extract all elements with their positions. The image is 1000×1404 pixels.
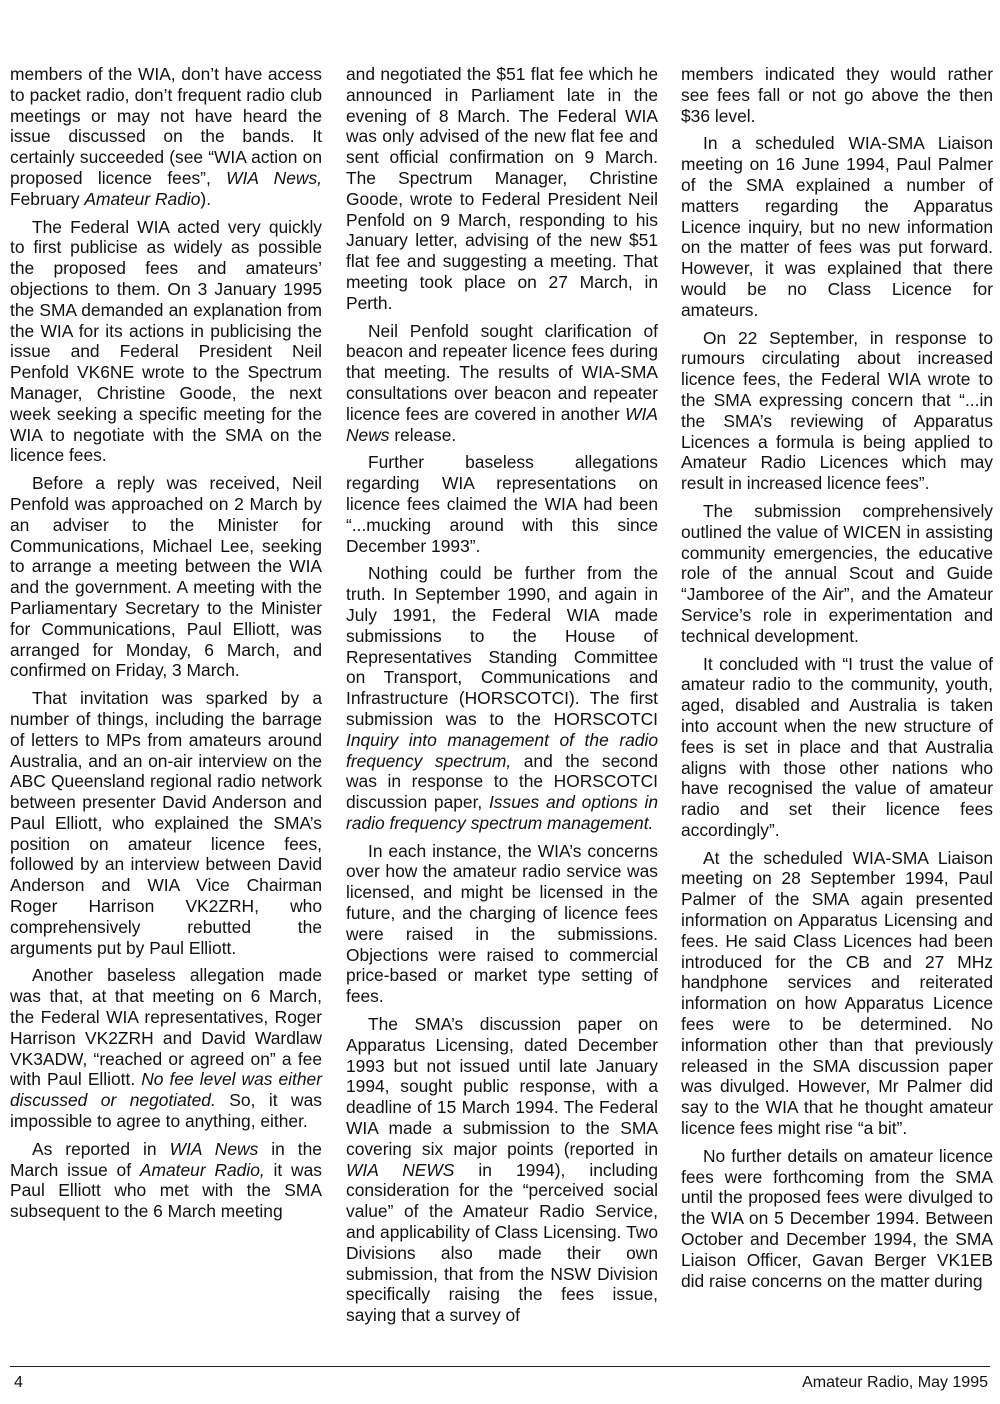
italic-text: Amateur Radio, (139, 1159, 265, 1180)
text-run: members indicated they would rather see fees fall or not go above the then $36 level. (681, 64, 993, 126)
paragraph (346, 1014, 658, 1326)
paragraph (10, 473, 322, 681)
italic-text: WIA News (346, 403, 658, 445)
paragraph (346, 841, 658, 1007)
text-run: it was Paul Elliott who met with the SMA subsequent to the 6 March meeting (10, 1159, 322, 1222)
text-run: and negotiated the $51 flat fee which he announced in Parliament late in the evening of 8 March. The Federal WIA was only advised of the new flat fee and sent official confirmation on 9 March. The Spectrum Manager, Christine Goode, wrote to Federal President Neil Penfold on 9 March, responding to his January letter, advising of the new $51 flat fee and suggesting a meeting. That meeting took place on 27 March, in Perth. (346, 64, 658, 313)
text-run: in 1994), including consideration for the “perceived social value” of the Amateur Radio Service, and applicability of Class Licensing. Two Divisions also made their own submission, that from the NSW Division specifically raising the fees issue, saying that a survey of (346, 1159, 658, 1326)
text-run: On 22 September, in response to rumours circulating about increased licence fees, the Federal WIA wrote to the SMA expressing concern that “...in the SMA’s reviewing of Apparatus Licences a formula is being applied to Amateur Radio Licences which may result in increased licence fees”. (681, 327, 993, 494)
paragraph (346, 321, 658, 446)
paragraph (10, 688, 322, 958)
italic-text: WIA News, (226, 167, 322, 188)
italic-text: Amateur Radio (84, 188, 201, 209)
text-run: It concluded with “I trust the value of amateur radio to the community, youth, aged, disabled and Australia is taken into account when the new structure of fees is set in place and that Australia aligns with those other nations who have recognised the value of amateur radio and set their licence fees accordingly”. (681, 653, 993, 840)
text-run: ). (200, 188, 212, 209)
paragraph (681, 133, 993, 320)
paragraph (681, 1146, 993, 1292)
text-run: The SMA’s discussion paper on Apparatus Licensing, dated December 1993 but not issued until late January 1994, sought public response, with a deadline of 15 March 1994. The Federal WIA made a submission to the SMA covering six major points (reported in (346, 1014, 658, 1159)
text-run: Further baseless allegations regarding WIA representations on licence fees claimed the WIA had been “...mucking around with this since December 1993”. (346, 452, 658, 556)
text-run: Nothing could be further from the truth. In September 1990, and again in July 1991, the Federal WIA made submissions to the House of Representatives Standing Committee on Transport, Communications and Infrastructure (HORSCOTCI). The first submission was to the HORSCOTCI (346, 563, 658, 729)
paragraph (681, 64, 993, 126)
text-run: At the scheduled WIA-SMA Liaison meeting on 28 September 1994, Paul Palmer of the SMA again presented information on Apparatus Licensing and fees. He said Class Licences had been introduced for the CB and 27 MHz handphone services and reiterated information on how Apparatus Licence fees were to be determined. No information other than that previously released in the SMA discussion paper was divulged. However, Mr Palmer did say to the WIA that he thought amateur licence fees might rise “a bit”. (681, 847, 993, 1139)
text-run: release. (389, 424, 457, 445)
text-run: Neil Penfold sought clarification of beacon and repeater licence fees during that meeting. The results of WIA-SMA consultations over beacon and repeater licence fees are covered in another (346, 320, 658, 424)
paragraph (681, 654, 993, 841)
text-run: So, it was impossible to agree to anything, either. (10, 1090, 322, 1132)
italic-text: Inquiry into management of the radio frequency spectrum, (346, 729, 658, 771)
paragraph (681, 848, 993, 1139)
italic-text: WIA NEWS (346, 1159, 455, 1180)
paragraph (346, 563, 658, 833)
text-column-1 (10, 64, 322, 1229)
page-number: 4 (14, 1374, 23, 1391)
text-run: In a scheduled WIA-SMA Liaison meeting on 16 June 1994, Paul Palmer of the SMA explained a number of matters regarding the Apparatus Licence inquiry, but no new information on the matter of fees was put forward. However, it was explained that there would be no Class Licence for amateurs. (681, 133, 993, 320)
text-run: The Federal WIA acted very quickly to first publicise as widely as possible the proposed fees and amateurs’ objections to them. On 3 January 1995 the SMA demanded an explanation from the WIA for its actions in publicising the issue and Federal President Neil Penfold VK6NE wrote to the Spectrum Manager, Christine Goode, the next week seeking a specific meeting for the WIA to negotiate with the SMA on the licence fees. (10, 216, 322, 466)
paragraph (10, 217, 322, 467)
text-column-3 (681, 64, 993, 1298)
italic-text: No fee level was either discussed or negotiated. (10, 1069, 322, 1111)
text-run: Another baseless allegation made was that, at that meeting on 6 March, the Federal WIA representatives, Roger Harrison VK2ZRH and David Wardlaw VK3ADW, “reached or agreed on” a fee with Paul Elliott. (10, 965, 322, 1090)
paragraph (10, 64, 322, 210)
text-run: and the second was in response to the HORSCOTCI discussion paper, (346, 750, 659, 813)
text-run: As reported in (32, 1138, 170, 1159)
paragraph (10, 1139, 322, 1222)
text-run: The submission comprehensively outlined the value of WICEN in assisting community emergencies, the educative role of the annual Scout and Guide “Jamboree of the Air”, and the Amateur Service’s role in experimentation and technical development. (681, 500, 993, 646)
paragraph (10, 965, 322, 1131)
italic-text: WIA News (169, 1138, 259, 1159)
publication-footer: Amateur Radio, May 1995 (802, 1374, 988, 1391)
text-run: members of the WIA, don’t have access to packet radio, don’t frequent radio club meetings or may not have heard the issue discussed on the bands. It certainly succeeded (see “WIA action on proposed licence fees”, (10, 64, 322, 188)
footer-rule (10, 1366, 990, 1367)
paragraph (681, 328, 993, 494)
italic-text: Issues and options in radio frequency spectrum management. (346, 792, 658, 833)
paragraph (681, 501, 993, 647)
paragraph (346, 64, 658, 314)
text-run: That invitation was sparked by a number of things, including the barrage of letters to MPs from amateurs around Australia, and an on-air interview on the ABC Queensland regional radio network between presenter David Anderson and Paul Elliott, who explained the SMA’s position on amateur licence fees, followed by an interview between David Anderson and WIA Vice Chairman Roger Harrison VK2ZRH, who comprehensively rebutted the arguments put by Paul Elliott. (10, 688, 322, 958)
text-run: February (10, 188, 85, 209)
text-run: No further details on amateur licence fees were forthcoming from the SMA until the proposed fees were divulged to the WIA on 5 December 1994. Between October and December 1994, the SMA Liaison Officer, Gavan Berger VK1EB did raise concerns on the matter during (681, 1145, 993, 1291)
text-column-2 (346, 64, 658, 1333)
text-run: Before a reply was received, Neil Penfold was approached on 2 March by an adviser to the Minister for Communications, Michael Lee, seeking to arrange a meeting between the WIA and the government. A meeting with the Parliamentary Secretary to the Minister for Communications, Paul Elliott, was arranged for Monday, 6 March, and confirmed on Friday, 3 March. (10, 473, 322, 681)
paragraph (346, 452, 658, 556)
text-run: in the March issue of (10, 1138, 322, 1180)
text-run: In each instance, the WIA’s concerns over how the amateur radio service was licensed, and might be licensed in the future, and the charging of licence fees were raised in the submissions. Objections were raised to commercial price-based or market type setting of fees. (346, 840, 658, 1007)
